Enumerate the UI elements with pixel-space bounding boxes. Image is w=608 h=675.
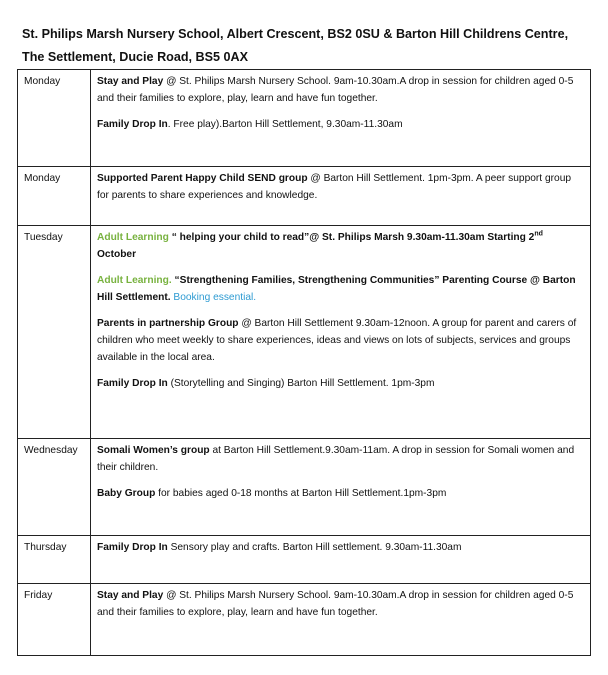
booking-note: Booking essential. (173, 292, 257, 303)
activity-details: for babies aged 0-18 months at Barton Hill Settlement.1pm-3pm (155, 488, 447, 499)
activity-name: Baby Group (97, 488, 156, 499)
activity-entry (97, 442, 584, 476)
title-line-1: St. Philips Marsh Nursery School, Albert Crescent, BS2 0SU & Barton Hill Childrens Centre, (22, 27, 569, 41)
activity-date: October (97, 249, 137, 260)
table-row (18, 167, 591, 226)
title-line-2: The Settlement, Ducie Road, BS5 0AX (22, 50, 249, 64)
table-row (18, 584, 591, 656)
activity-details: “ helping your child to read”@ St. Philips Marsh 9.30am-11.30am Starting 2 (168, 232, 535, 243)
activities-cell (91, 226, 591, 439)
activities-cell (91, 584, 591, 656)
activities-cell (91, 70, 591, 167)
table-row (18, 536, 591, 584)
activity-name: Parents in partnership Group (97, 318, 239, 329)
activity-entry (97, 485, 584, 502)
activity-details: . Free play).Barton Hill Settlement, 9.30am-11.30am (167, 119, 403, 130)
activity-name: Family Drop In (97, 119, 168, 130)
day-cell: Tuesday (18, 226, 91, 439)
activity-category: Adult Learning (97, 232, 169, 243)
activity-name: Stay and Play (97, 590, 164, 601)
activity-details: at Barton Hill Settlement.9.30am-11am. A drop in session for Somali women and their children. (97, 445, 575, 473)
activity-details: (Storytelling and Singing) Barton Hill Settlement. 1pm-3pm (167, 378, 435, 389)
activity-details: Sensory play and crafts. Barton Hill settlement. 9.30am-11.30am (167, 542, 462, 553)
activity-details: @ St. Philips Marsh Nursery School. 9am-10.30am.A drop in session for children aged 0-5 and their families to explore, play, learn and have fun together. (97, 76, 574, 104)
activity-entry (97, 539, 584, 556)
table-row (18, 226, 591, 439)
activity-name: Stay and Play (97, 76, 164, 87)
activity-name: Supported Parent Happy Child SEND group (97, 173, 308, 184)
activity-details: @ Barton Hill Settlement 9.30am-12noon. A group for parent and carers of children who meet weekly to share experiences, ideas and views on lots of subjects, services and groups available in the local area. (97, 318, 577, 363)
activity-entry (97, 229, 584, 263)
day-cell: Monday (18, 167, 91, 226)
activity-entry (97, 116, 584, 133)
table-row (18, 439, 591, 536)
schedule-table (17, 69, 591, 656)
ordinal-suffix: nd (534, 230, 543, 238)
activities-cell (91, 536, 591, 584)
day-cell: Monday (18, 70, 91, 167)
activities-cell (91, 167, 591, 226)
activity-entry (97, 375, 584, 392)
day-cell: Wednesday (18, 439, 91, 536)
activity-details: @ St. Philips Marsh Nursery School. 9am-10.30am.A drop in session for children aged 0-5 and their families to explore, play, learn and have fun together. (97, 590, 574, 618)
table-row (18, 70, 591, 167)
activity-entry (97, 315, 584, 366)
day-cell: Friday (18, 584, 91, 656)
activity-details: “Strengthening Families, Strengthening Communities” Parenting Course @ Barton Hill Settlement. (97, 275, 576, 303)
activity-entry (97, 170, 584, 204)
activity-category: Adult Learning. (97, 275, 172, 286)
activity-entry (97, 73, 584, 107)
activity-details: @ Barton Hill Settlement. 1pm-3pm. A peer support group for parents to share experiences and knowledge. (97, 173, 572, 201)
document-title (22, 23, 592, 69)
activity-entry (97, 272, 584, 306)
activity-name: Family Drop In (97, 542, 168, 553)
day-cell: Thursday (18, 536, 91, 584)
activity-name: Somali Women’s group (97, 445, 210, 456)
activity-entry (97, 587, 584, 621)
activity-name: Family Drop In (97, 378, 168, 389)
activities-cell (91, 439, 591, 536)
